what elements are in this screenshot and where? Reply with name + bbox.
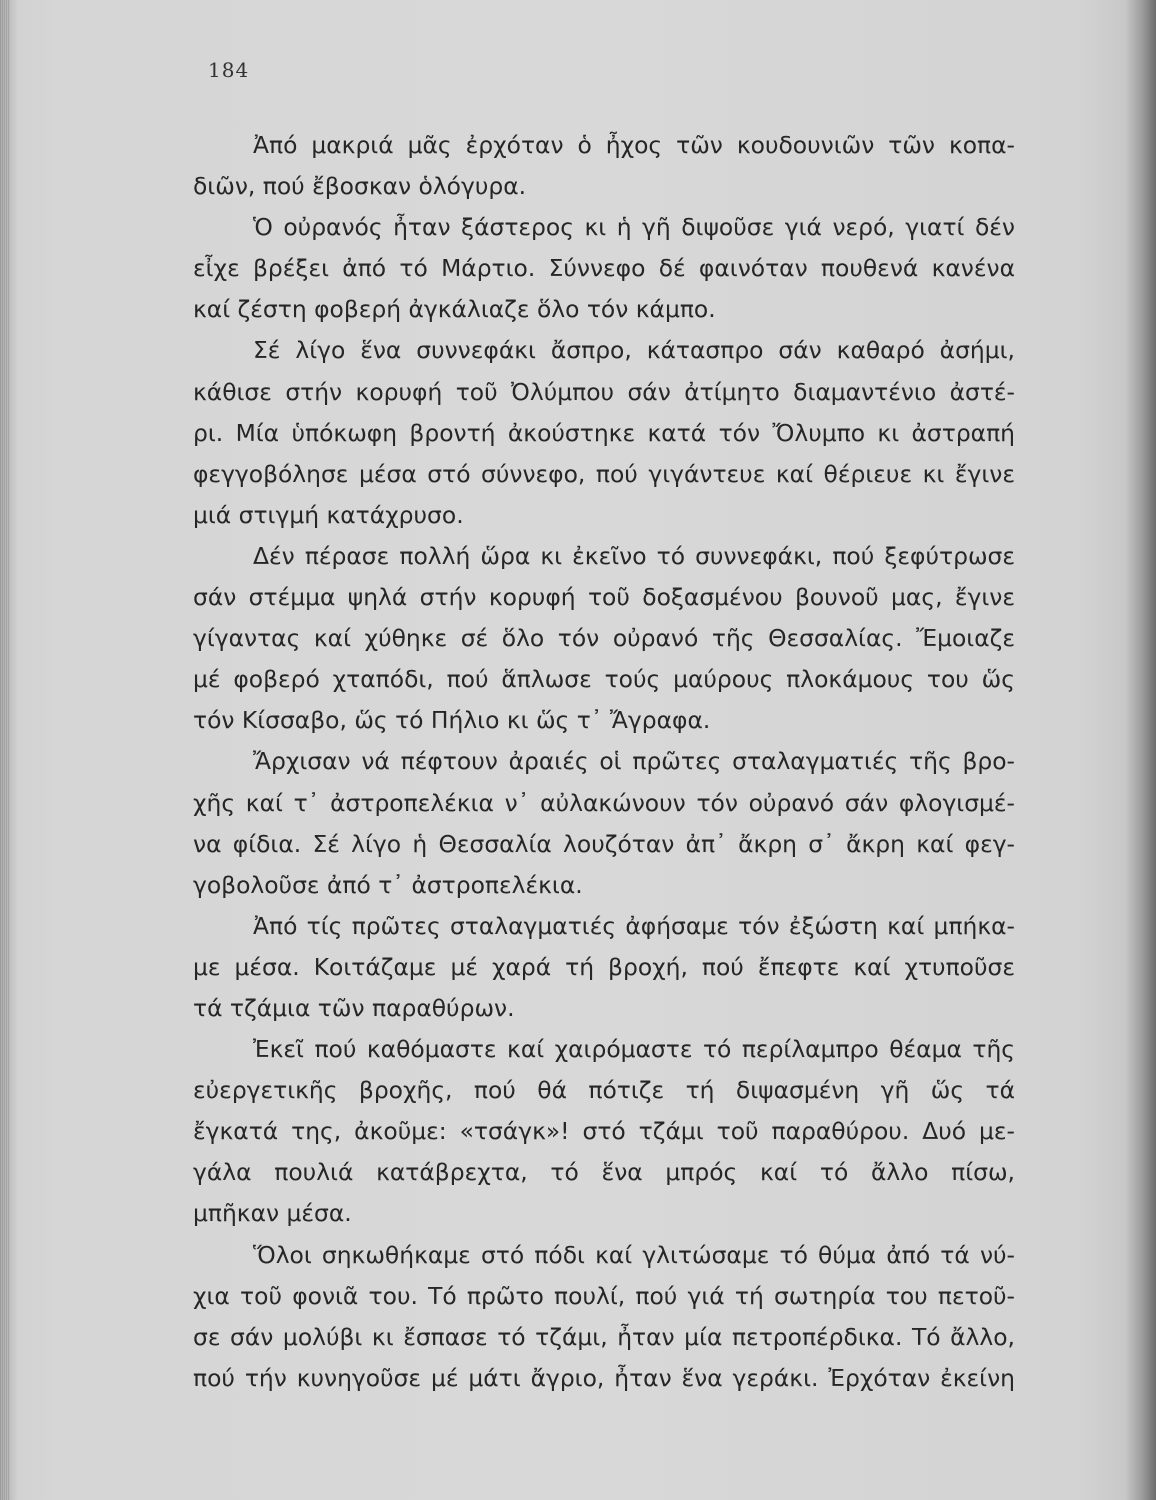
text-line: σε σάν μολύβι κι ἔσπασε τό τζάμι, ἦταν μία πετροπέρδικα. Τό ἄλλο, [193,1322,1015,1351]
text-line: ρι. Μία ὑπόκωφη βροντή ἀκούστηκε κατά τόν Ὄλυμπο κι ἀστραπή [193,418,1015,447]
text-line: γοβολοῦσε ἀπό τ᾽ ἀστροπελέκια. [193,870,583,899]
paragraph [193,330,1015,535]
text-line: Σέ λίγο ἕνα συννεφάκι ἄσπρο, κάτασπρο σάν καθαρό ἀσήμι, [253,336,1015,365]
text-line: σάν στέμμα ψηλά στήν κορυφή τοῦ δοξασμένου βουνοῦ μας, ἔγινε [193,583,1015,612]
paragraph [193,207,1015,330]
paragraph [193,906,1015,1029]
text-line: τά τζάμια τῶν παραθύρων. [193,993,515,1022]
text-line: χῆς καί τ᾽ ἀστροπελέκια ν᾽ αὐλακώνουν τόν οὐρανό σάν φλογισμέ- [193,788,1015,817]
body-text [193,125,1015,1399]
text-line: με μέσα. Κοιτάζαμε μέ χαρά τή βροχή, πού ἔπεφτε καί χτυποῦσε [193,952,1015,981]
text-line: μιά στιγμή κατάχρυσο. [193,500,464,529]
text-line: χια τοῦ φονιᾶ του. Τό πρῶτο πουλί, πού γιά τή σωτηρία του πετοῦ- [193,1281,1015,1310]
paragraph [193,741,1015,905]
text-line: γίγαντας καί χύθηκε σέ ὅλο τόν οὐρανό τῆς Θεσσαλίας. Ἔμοιαζε [193,624,1015,653]
text-line: Ὁ οὐρανός ἦταν ξάστερος κι ἡ γῆ διψοῦσε γιά νερό, γιατί δέν [253,213,1015,242]
paragraph [193,536,1015,741]
text-line: να φίδια. Σέ λίγο ἡ Θεσσαλία λουζόταν ἀπ᾽ ἄκρη σ᾽ ἄκρη καί φεγ- [193,829,1015,858]
text-line: Ἀπό τίς πρῶτες σταλαγματιές ἀφήσαμε τόν ἐξώστη καί μπήκα- [253,911,1015,940]
text-line: Ἐκεῖ πού καθόμαστε καί χαιρόμαστε τό περίλαμπρο θέαμα τῆς [253,1035,1015,1064]
paragraph [193,125,1015,207]
text-line: ἔγκατά της, ἀκοῦμε: «τσάγκ»! στό τζάμι τοῦ παραθύρου. Δυό με- [193,1117,1015,1146]
paragraph [193,1235,1015,1399]
text-line: Ἀπό μακριά μᾶς ἐρχόταν ὁ ἦχος τῶν κουδουνιῶν τῶν κοπα- [253,131,1015,159]
text-line: διῶν, πού ἔβοσκαν ὁλόγυρα. [193,172,527,201]
text-line: καί ζέστη φοβερή ἀγκάλιαζε ὅλο τόν κάμπο. [193,295,716,324]
text-line: μέ φοβερό χταπόδι, πού ἅπλωσε τούς μαύρους πλοκάμους του ὥς [193,665,1015,694]
text-line: Ἄρχισαν νά πέφτουν ἀραιές οἱ πρῶτες σταλαγματιές τῆς βρο- [253,747,1015,776]
text-line: μπῆκαν μέσα. [193,1199,352,1228]
text-line: εἶχε βρέξει ἀπό τό Μάρτιο. Σύννεφο δέ φαινόταν πουθενά κανένα [193,254,1015,283]
paragraph [193,1029,1015,1234]
text-line: γάλα πουλιά κατάβρεχτα, τό ἕνα μπρός καί τό ἄλλο πίσω, [193,1158,1015,1187]
text-line: Ὅλοι σηκωθήκαμε στό πόδι καί γλιτώσαμε τό θύμα ἀπό τά νύ- [253,1240,1015,1269]
text-line: τόν Κίσσαβο, ὥς τό Πήλιο κι ὥς τ᾽ Ἄγραφα. [193,706,711,735]
page-number: 184 [208,58,250,82]
text-line: κάθισε στήν κορυφή τοῦ Ὀλύμπου σάν ἀτίμητο διαμαντένιο ἀστέ- [193,377,1015,406]
text-line: φεγγοβόλησε μέσα στό σύννεφο, πού γιγάντευε καί θέριευε κι ἔγινε [193,459,1015,488]
text-line: εὐεργετικῆς βροχῆς, πού θά πότιζε τή διψασμένη γῆ ὥς τά [193,1076,1015,1105]
text-line: Δέν πέρασε πολλή ὥρα κι ἐκεῖνο τό συννεφάκι, πού ξεφύτρωσε [253,541,1015,570]
text-line: πού τήν κυνηγοῦσε μέ μάτι ἄγριο, ἦταν ἕνα γεράκι. Ἐρχόταν ἐκείνη [193,1363,1015,1392]
